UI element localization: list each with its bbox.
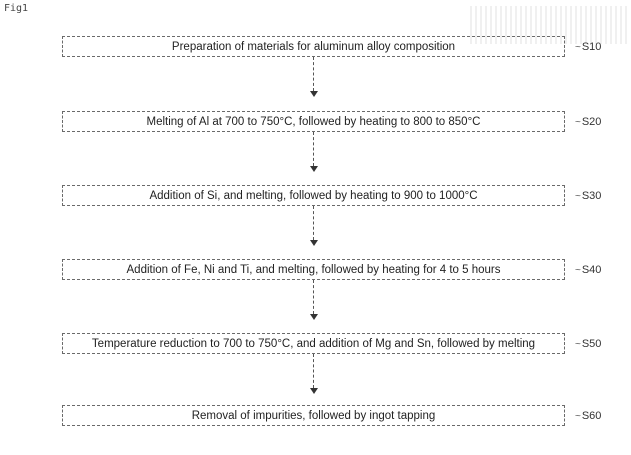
arrow-down-icon bbox=[310, 388, 318, 394]
step-id-s10 bbox=[575, 41, 601, 53]
connector-s50-s60 bbox=[313, 354, 314, 388]
connector-s40-s50 bbox=[313, 280, 314, 314]
step-box-s50: Temperature reduction to 700 to 750°C, and addition of Mg and Sn, followed by melting bbox=[62, 333, 565, 354]
arrow-down-icon bbox=[310, 240, 318, 246]
leader-tilde-icon: ~ bbox=[575, 191, 581, 202]
leader-tilde-icon: ~ bbox=[575, 117, 581, 128]
step-id-label: S30 bbox=[581, 190, 602, 202]
step-id-s60 bbox=[575, 410, 601, 422]
leader-tilde-icon: ~ bbox=[575, 42, 581, 53]
step-id-s30 bbox=[575, 190, 601, 202]
connector-s30-s40 bbox=[313, 206, 314, 240]
figure-label: Fig1 bbox=[4, 3, 29, 14]
step-id-label: S40 bbox=[581, 264, 602, 276]
step-box-s20: Melting of Al at 700 to 750°C, followed by heating to 800 to 850°C bbox=[62, 111, 565, 132]
leader-tilde-icon: ~ bbox=[575, 265, 581, 276]
step-box-s40: Addition of Fe, Ni and Ti, and melting, followed by heating for 4 to 5 hours bbox=[62, 259, 565, 280]
step-box-s10: Preparation of materials for aluminum alloy composition bbox=[62, 36, 565, 57]
leader-tilde-icon: ~ bbox=[575, 339, 581, 350]
step-id-label: S20 bbox=[581, 116, 602, 128]
step-id-label: S10 bbox=[581, 41, 602, 53]
connector-s10-s20 bbox=[313, 57, 314, 91]
step-id-label: S60 bbox=[581, 410, 602, 422]
connector-s20-s30 bbox=[313, 132, 314, 166]
step-id-s20 bbox=[575, 116, 601, 128]
step-id-label: S50 bbox=[581, 338, 602, 350]
leader-tilde-icon: ~ bbox=[575, 411, 581, 422]
step-id-s50 bbox=[575, 338, 601, 350]
arrow-down-icon bbox=[310, 314, 318, 320]
arrow-down-icon bbox=[310, 91, 318, 97]
step-box-s30: Addition of Si, and melting, followed by heating to 900 to 1000°C bbox=[62, 185, 565, 206]
step-box-s60: Removal of impurities, followed by ingot tapping bbox=[62, 405, 565, 426]
arrow-down-icon bbox=[310, 166, 318, 172]
step-id-s40 bbox=[575, 264, 601, 276]
